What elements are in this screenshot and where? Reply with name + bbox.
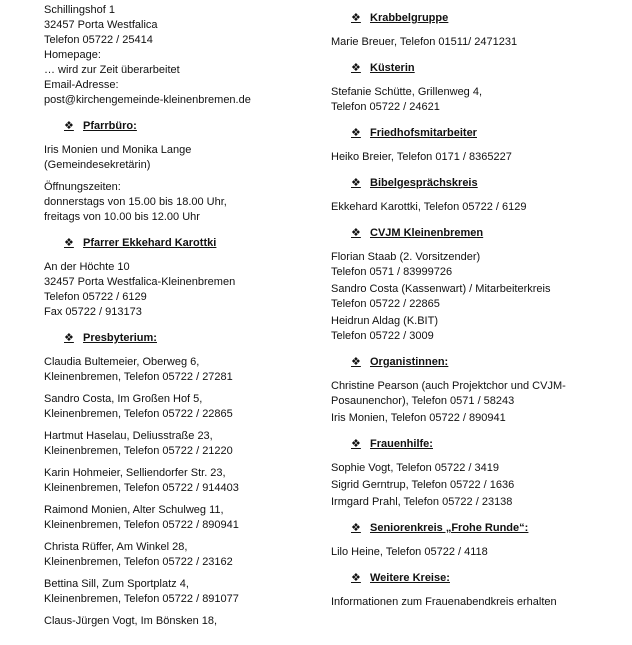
hours-label: Öffnungszeiten: bbox=[44, 181, 121, 193]
address-line: Schillingshof 1 bbox=[44, 4, 115, 16]
section-heading-krabbelgruppe bbox=[351, 11, 621, 26]
section-heading-küsterin bbox=[351, 61, 621, 76]
list-item: Claudia Bultemeier, Oberweg 6, Kleinenbremen, Telefon 05722 / 27281 bbox=[44, 356, 233, 383]
list-item bbox=[331, 150, 621, 165]
presbyterium-list bbox=[44, 355, 314, 629]
entry-line: Telefon 05722 / 22865 bbox=[331, 298, 440, 310]
pfarrbuero-staff bbox=[44, 143, 314, 173]
entry-line: Lilo Heine, Telefon 05722 / 4118 bbox=[331, 546, 488, 558]
phone-line: Telefon 05722 / 6129 bbox=[44, 291, 147, 303]
diamond-bullet-icon: ❖ bbox=[351, 127, 361, 139]
diamond-bullet-icon: ❖ bbox=[351, 177, 361, 189]
list-item: Karin Hohmeier, Selliendorfer Str. 23, Kleinenbremen, Telefon 05722 / 914403 bbox=[44, 467, 239, 494]
section-heading-text: Bibelgesprächskreis bbox=[370, 177, 478, 189]
right-column bbox=[331, 11, 621, 621]
diamond-bullet-icon: ❖ bbox=[64, 237, 74, 249]
list-item bbox=[331, 461, 621, 476]
contact-block bbox=[44, 3, 314, 108]
section-heading-friedhofsmitarbeiter bbox=[351, 126, 621, 141]
entry-line: Informationen zum Frauenabendkreis erhalten bbox=[331, 596, 557, 608]
diamond-bullet-icon: ❖ bbox=[351, 62, 361, 74]
list-item bbox=[331, 411, 621, 426]
list-item bbox=[331, 250, 621, 280]
entry-line: Heidrun Aldag (K.BIT) bbox=[331, 315, 438, 327]
section-heading-cvjm-kleinenbremen bbox=[351, 226, 621, 241]
section-heading-text: Seniorenkreis „Frohe Runde“: bbox=[370, 522, 529, 534]
email-address: post@kirchengemeinde-kleinenbremen.de bbox=[44, 94, 251, 106]
diamond-bullet-icon: ❖ bbox=[351, 227, 361, 239]
address-line: 32457 Porta Westfalica-Kleinenbremen bbox=[44, 276, 236, 288]
entry-line: Heiko Breier, Telefon 0171 / 8365227 bbox=[331, 151, 512, 163]
entry-line: Ekkehard Karottki, Telefon 05722 / 6129 bbox=[331, 201, 527, 213]
list-item: Hartmut Haselau, Deliusstraße 23, Kleinenbremen, Telefon 05722 / 21220 bbox=[44, 430, 233, 457]
phone-line: Telefon 05722 / 25414 bbox=[44, 34, 153, 46]
entry-line: Telefon 05722 / 3009 bbox=[331, 330, 434, 342]
list-item: Claus-Jürgen Vogt, Im Bönsken 18, bbox=[44, 615, 218, 627]
homepage-value: … wird zur Zeit überarbeitet bbox=[44, 64, 180, 76]
left-column bbox=[44, 0, 314, 636]
diamond-bullet-icon: ❖ bbox=[64, 332, 74, 344]
hours-line: donnerstags von 15.00 bis 18.00 Uhr, bbox=[44, 196, 227, 208]
list-item bbox=[331, 478, 621, 493]
entry-line: Christine Pearson (auch Projektchor und CVJM- bbox=[331, 380, 566, 392]
list-item bbox=[331, 379, 621, 409]
section-heading-pfarrbuero: ❖ Pfarrbüro: bbox=[64, 120, 137, 132]
entry-line: Sophie Vogt, Telefon 05722 / 3419 bbox=[331, 462, 499, 474]
section-heading-text: CVJM Kleinenbremen bbox=[370, 227, 484, 239]
list-item bbox=[331, 495, 621, 510]
diamond-bullet-icon: ❖ bbox=[351, 12, 361, 24]
list-item bbox=[331, 282, 621, 312]
list-item: Raimond Monien, Alter Schulweg 11, Kleinenbremen, Telefon 05722 / 890941 bbox=[44, 504, 239, 531]
staff-line: Iris Monien und Monika Lange bbox=[44, 144, 192, 156]
section-heading-text: Frauenhilfe: bbox=[370, 438, 433, 450]
list-item bbox=[331, 85, 621, 115]
section-heading-text: Weitere Kreise: bbox=[370, 572, 450, 584]
diamond-bullet-icon: ❖ bbox=[351, 438, 361, 450]
section-heading-frauenhilfe bbox=[351, 437, 621, 452]
diamond-bullet-icon: ❖ bbox=[64, 120, 74, 132]
list-item bbox=[331, 545, 621, 560]
opening-hours bbox=[44, 180, 314, 225]
section-heading-text: Organistinnen: bbox=[370, 356, 449, 368]
entry-line: Sigrid Gerntrup, Telefon 05722 / 1636 bbox=[331, 479, 515, 491]
email-label: Email-Adresse: bbox=[44, 79, 119, 91]
section-heading-weitere-kreise bbox=[351, 571, 621, 586]
entry-line: Irmgard Prahl, Telefon 05722 / 23138 bbox=[331, 496, 513, 508]
entry-line: Telefon 0571 / 83999726 bbox=[331, 266, 453, 278]
homepage-label: Homepage: bbox=[44, 49, 101, 61]
sections-list bbox=[331, 11, 621, 621]
list-item bbox=[331, 200, 621, 215]
list-item: Christa Rüffer, Am Winkel 28, Kleinenbremen, Telefon 05722 / 23162 bbox=[44, 541, 233, 568]
section-heading-text: Krabbelgruppe bbox=[370, 12, 449, 24]
entry-line: Iris Monien, Telefon 05722 / 890941 bbox=[331, 412, 506, 424]
diamond-bullet-icon: ❖ bbox=[351, 572, 361, 584]
entry-line: Florian Staab (2. Vorsitzender) bbox=[331, 251, 481, 263]
entry-line: Marie Breuer, Telefon 01511/ 2471231 bbox=[331, 36, 518, 48]
section-heading-text: Friedhofsmitarbeiter bbox=[370, 127, 477, 139]
diamond-bullet-icon: ❖ bbox=[351, 522, 361, 534]
address-line: 32457 Porta Westfalica bbox=[44, 19, 158, 31]
entry-line: Stefanie Schütte, Grillenweg 4, bbox=[331, 86, 483, 98]
section-heading-organistinnen bbox=[351, 355, 621, 370]
hours-line: freitags von 10.00 bis 12.00 Uhr bbox=[44, 211, 200, 223]
entry-line: Posaunenchor), Telefon 0571 / 58243 bbox=[331, 395, 515, 407]
list-item bbox=[331, 595, 621, 610]
staff-line: (Gemeindesekretärin) bbox=[44, 159, 151, 171]
section-heading-bibelgesprächskreis bbox=[351, 176, 621, 191]
list-item: Bettina Sill, Zum Sportplatz 4, Kleinenbremen, Telefon 05722 / 891077 bbox=[44, 578, 239, 605]
list-item bbox=[331, 35, 621, 50]
pfarrer-contact bbox=[44, 260, 314, 320]
list-item bbox=[331, 314, 621, 344]
list-item: Sandro Costa, Im Großen Hof 5, Kleinenbremen, Telefon 05722 / 22865 bbox=[44, 393, 233, 420]
entry-line: Telefon 05722 / 24621 bbox=[331, 101, 440, 113]
section-heading-seniorenkreis-frohe-runde bbox=[351, 521, 621, 536]
address-line: An der Höchte 10 bbox=[44, 261, 130, 273]
entry-line: Sandro Costa (Kassenwart) / Mitarbeiterkreis bbox=[331, 283, 551, 295]
section-heading-pfarrer: ❖ Pfarrer Ekkehard Karottki bbox=[64, 237, 217, 249]
fax-line: Fax 05722 / 913173 bbox=[44, 306, 142, 318]
section-heading-text: Küsterin bbox=[370, 62, 415, 74]
diamond-bullet-icon: ❖ bbox=[351, 356, 361, 368]
section-heading-presbyterium: ❖ Presbyterium: bbox=[64, 332, 157, 344]
